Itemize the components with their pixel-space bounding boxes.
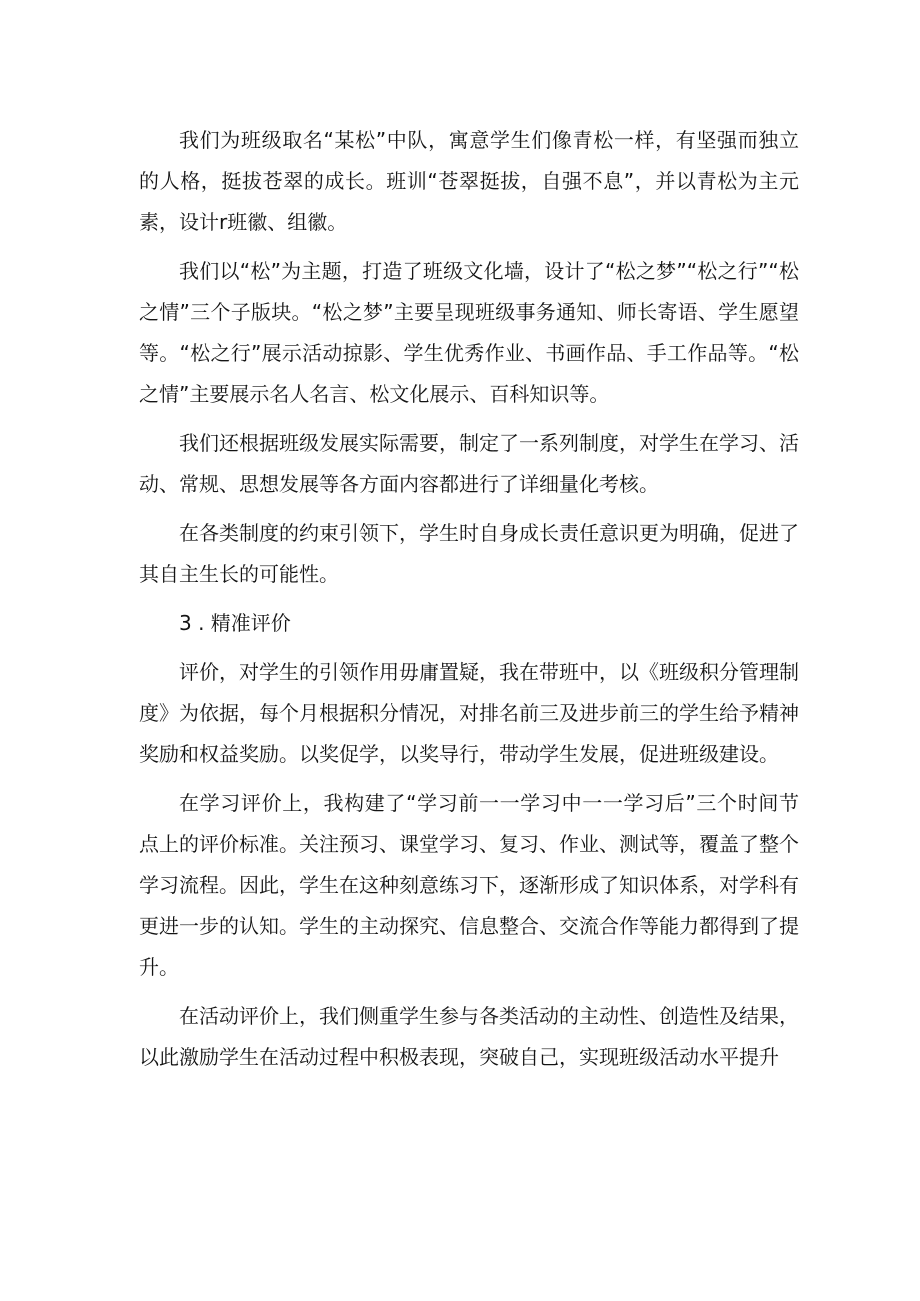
document-body	[139, 120, 799, 1078]
section-heading-precise-evaluation: 3 . 精准评价	[179, 611, 291, 635]
paragraph-rules-effect: 在各类制度的约束引领下，学生时自身成长责任意识更为明确，促进了其自主生长的可能性。	[139, 521, 799, 586]
paragraph-rules: 我们还根据班级发展实际需要，制定了一系列制度，对学生在学习、活动、常规、思想发展等各方面内容都进行了详细量化考核。	[139, 431, 799, 496]
paragraph-class-name: 我们为班级取名“某松”中队，寓意学生们像青松一样，有坚强而独立的人格，挺拔苍翠的成长。班训“苍翠挺拔，自强不息”，并以青松为主元素，设计r班徽、组徽。	[139, 128, 799, 234]
paragraph-culture-wall: 我们以“松”为主题，打造了班级文化墙，设计了“松之梦”“松之行”“松之情”三个子版块。“松之梦”主要呈现班级事务通知、师长寄语、学生愿望等。“松之行”展示活动掠影、学生优秀作业、书画作品、手工作品等。“松之情”主要展示名人名言、松文化展示、百科知识等。	[139, 259, 799, 406]
paragraph-evaluation: 评价，对学生的引领作用毋庸置疑，我在带班中，以《班级积分管理制度》为依据，每个月根据积分情况，对排名前三及进步前三的学生给予精神奖励和权益奖励。以奖促学，以奖导行，带动学生发展，促进班级建设。	[139, 660, 799, 766]
paragraph-activity-evaluation: 在活动评价上，我们侧重学生参与各类活动的主动性、创造性及结果，以此激励学生在活动过程中积极表现，突破自己，实现班级活动水平提升	[139, 1004, 799, 1069]
paragraph-learning-evaluation: 在学习评价上，我构建了“学习前一一学习中一一学习后”三个时间节点上的评价标准。关注预习、课堂学习、复习、作业、测试等，覆盖了整个学习流程。因此，学生在这种刻意练习下，逐渐形成了知识体系，对学科有更进一步的认知。学生的主动探究、信息整合、交流合作等能力都得到了提升。	[139, 791, 799, 979]
